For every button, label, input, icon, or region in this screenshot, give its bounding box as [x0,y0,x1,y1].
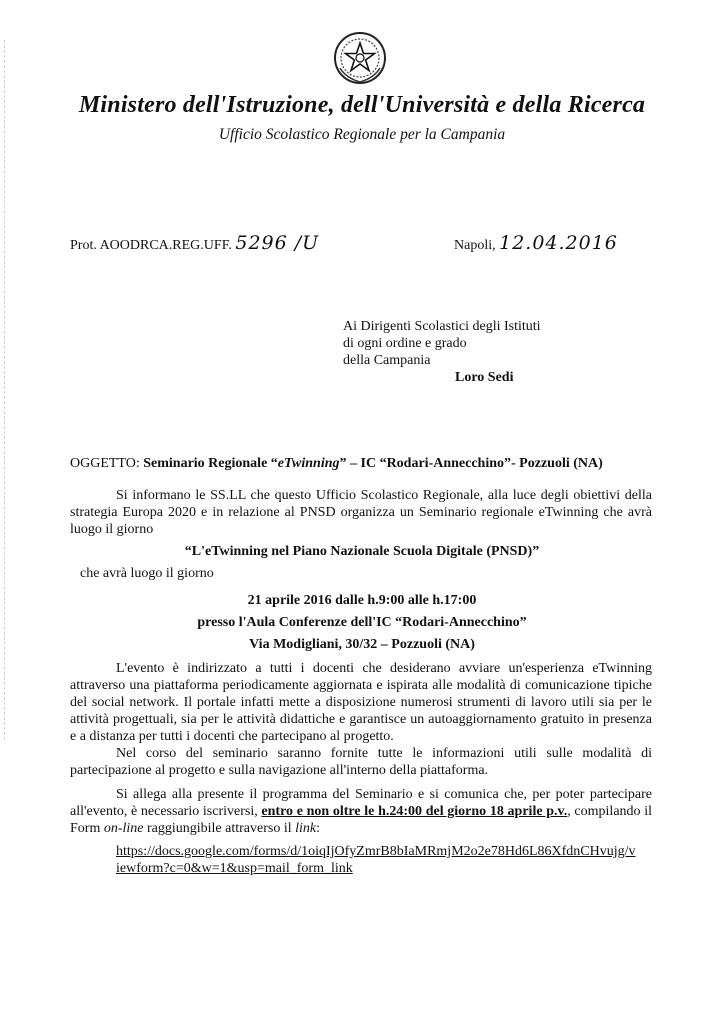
event-place: presso l'Aula Conferenze dell'IC “Rodari-Annecchino” [197,615,527,630]
recipient-line-1: Ai Dirigenti Scolastici degli Istituti [343,319,541,334]
letter-date: 12.04.2016 [499,232,618,254]
registration-part3: raggiungibile attraverso il [147,821,292,836]
registration-part4: : [316,821,321,836]
intro-paragraph: Si informano le SS.LL che questo Ufficio Scolastico Regionale, alla luce degli obiettivi della strategia Europa 2020 e in relazione al PNSD organizza un Seminario regionale eTwinning che avrà luogo il giorno [70,488,652,537]
subject-text-em: eTwinning [277,456,340,471]
subject-label: OGGETTO: [70,456,140,471]
protocol-number: 5296 /U [235,232,320,254]
event-address: Via Modigliani, 30/32 – Pozzuoli (NA) [249,637,475,652]
registration-paragraph [70,786,652,837]
subject-text-b: ” – IC “Rodari-Annecchino”- Pozzuoli (NA) [339,456,603,471]
place: Napoli, [454,238,496,253]
registration-form-em: on-line [103,821,144,836]
form-link-line-1[interactable]: https://docs.google.com/forms/d/1oiqIjOfyZmrB8bIaMRmjM2o2e78Hd6L86XfdnCHvujg/v [116,844,636,859]
subject-line [70,455,603,472]
office-subtitle: Ufficio Scolastico Regionale per la Campania [218,126,506,143]
registration-deadline: entro e non oltre le h.24:00 del giorno 18 aprile p.v. [261,804,568,819]
recipient-line-2: di ogni ordine e grado [343,336,467,351]
protocol-prefix: Prot. AOODRCA.REG.UFF. [70,238,232,253]
registration-part2: , compilando il Form [70,804,652,836]
recipient-closing: Loro Sedi [455,370,514,385]
form-link-line-2[interactable]: iewform?c=0&w=1&usp=mail_form_link [116,861,353,876]
event-date: 21 aprile 2016 dalle h.9:00 alle h.17:00 [247,593,477,608]
ministry-title: Ministero dell'Istruzione, dell'Università e della Ricerca [78,92,646,118]
seminar-title: “L'eTwinning nel Piano Nazionale Scuola Digitale (PNSD)” [184,544,540,559]
protocol-line [70,232,320,254]
scan-margin-line [4,40,5,740]
recipient-line-3: della Campania [343,353,431,368]
date-line [454,232,618,254]
event-paragraph: L'evento è indirizzato a tutti i docenti che desiderano avviare un'esperienza eTwinning attraverso una piattaforma periodicamente aggiornata e ispirata alle modalità di comunicazione tipiche del social network. Il portale infatti mette a disposizione numerosi strumenti di lavoro utili sia per le attività progettuali, sia per le attività didattiche e garantisce un autoaggiornamento gratuito in presenza e a distanza per tutti i docenti che partecipano al progetto. [70,661,652,744]
subject-text-a: Seminario Regionale “ [143,456,278,471]
registration-link-em: link [295,821,317,836]
repeat-phrase: che avrà luogo il giorno [80,566,214,581]
seminar-paragraph: Nel corso del seminario saranno fornite tutte le informazioni utili sulle modalità di partecipazione al progetto e sulla navigazione all'interno della piattaforma. [70,746,652,778]
republic-emblem-icon [332,30,388,86]
registration-part1: Si allega alla presente il programma del Seminario e si comunica che, per poter partecipare all'evento, è necessario iscriversi, [70,787,652,819]
